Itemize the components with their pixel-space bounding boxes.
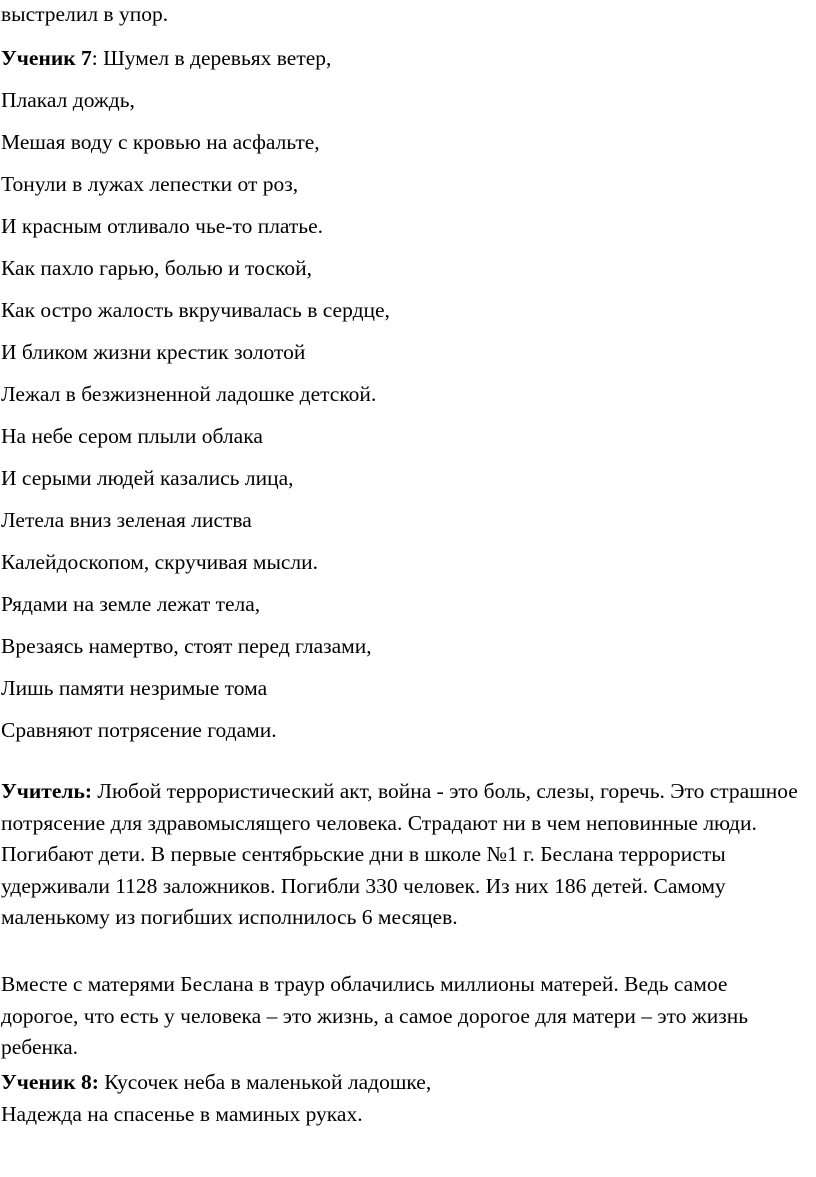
student7-speaker: Ученик 7 bbox=[1, 46, 92, 70]
student8-first-text: Кусочек неба в маленькой ладошке, bbox=[98, 1070, 432, 1094]
intro-line: выстрелил в упор. bbox=[1, 2, 169, 26]
poem-line: И красным отливало чье-то платье. bbox=[1, 214, 324, 238]
teacher-text: Любой террористический акт, война - это боль, слезы, горечь. Это страшное потрясение для здравомыслящего человека. Страдают ни в чем неповинные люди. Погибают дети. В первые сентябрьские дни в школе №1 г. Беслана террористы удерживали 1128 заложников. Погибли 330 человек. Из них 186 детей. Самому маленькому из погибших исполнилось 6 месяцев. bbox=[1, 779, 798, 929]
poem-line: Как остро жалость вкручивалась в сердце, bbox=[1, 298, 390, 322]
poem-line: Рядами на земле лежат тела, bbox=[1, 592, 261, 616]
poem-line: Калейдоскопом, скручивая мысли. bbox=[1, 550, 319, 574]
poem-line: Сравняют потрясение годами. bbox=[1, 718, 277, 742]
teacher-paragraph bbox=[1, 776, 807, 934]
poem-line: Врезаясь намертво, стоят перед глазами, bbox=[1, 634, 372, 658]
mothers-text: Вместе с матерями Беслана в траур облачились миллионы матерей. Ведь самое дорогое, что есть у человека – это жизнь, а самое дорогое для матери – это жизнь ребенка. bbox=[1, 972, 748, 1059]
poem-line: Лишь памяти незримые тома bbox=[1, 676, 268, 700]
student8-first-line bbox=[1, 1069, 431, 1095]
student7-first-line bbox=[1, 45, 331, 71]
teacher-speaker: Учитель: bbox=[1, 779, 92, 803]
poem-line: Мешая воду с кровью на асфальте, bbox=[1, 130, 320, 154]
student7-first-text: : Шумел в деревьях ветер, bbox=[91, 46, 332, 70]
poem-line: Надежда на спасенье в маминых руках. bbox=[1, 1102, 363, 1126]
poem-line: Тонули в лужах лепестки от роз, bbox=[1, 172, 299, 196]
student8-speaker: Ученик 8: bbox=[1, 1070, 99, 1094]
poem-line: Плакал дождь, bbox=[1, 88, 135, 112]
poem-line: И бликом жизни крестик золотой bbox=[1, 340, 306, 364]
mothers-paragraph bbox=[1, 969, 807, 1064]
poem-line: На небе сером плыли облака bbox=[1, 424, 263, 448]
poem-line: Летела вниз зеленая листва bbox=[1, 508, 252, 532]
poem-line: Как пахло гарью, болью и тоской, bbox=[1, 256, 312, 280]
poem-line: И серыми людей казались лица, bbox=[1, 466, 294, 490]
poem-line: Лежал в безжизненной ладошке детской. bbox=[1, 382, 377, 406]
